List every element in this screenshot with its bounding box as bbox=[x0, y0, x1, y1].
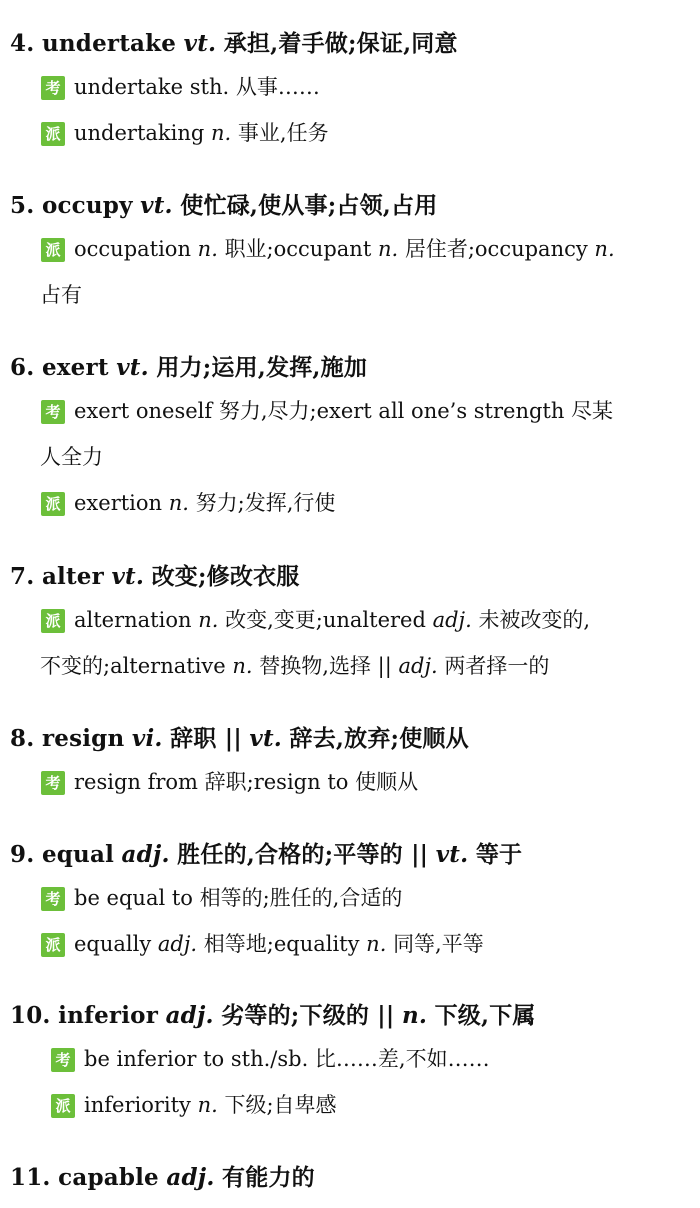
kao-usage-badge: 考 bbox=[41, 771, 65, 795]
headword: exert bbox=[41, 354, 109, 381]
derivative-text bbox=[40, 1082, 694, 1128]
derivative-line bbox=[10, 1082, 694, 1128]
derivative-pos: n. bbox=[232, 654, 253, 678]
derivative-pos: n. bbox=[168, 491, 189, 515]
entry-number: 5. bbox=[10, 192, 35, 219]
derivative-pos: adj. bbox=[157, 932, 198, 956]
pai-derivative-badge: 派 bbox=[41, 609, 65, 633]
part-of-speech: adj. bbox=[166, 1164, 215, 1191]
entry-number: 9. bbox=[10, 841, 35, 868]
part-of-speech: n. bbox=[401, 1002, 428, 1029]
usage-line bbox=[10, 64, 694, 110]
entry-occupy bbox=[10, 190, 694, 318]
pai-derivative-badge: 派 bbox=[41, 238, 65, 262]
kao-usage-badge: 考 bbox=[41, 887, 65, 911]
derivative-meaning: 未被改变的, bbox=[478, 608, 591, 632]
derivative-meaning: 居住者;occupancy bbox=[404, 237, 588, 261]
headword-line bbox=[10, 1000, 694, 1032]
usage-text: be inferior to sth./sb. 比……差,不如…… bbox=[84, 1047, 490, 1071]
headword: inferior bbox=[58, 1002, 159, 1029]
definition: 承担,着手做;保证,同意 bbox=[223, 30, 458, 57]
derivative-meaning: 事业,任务 bbox=[237, 121, 329, 145]
derivative-pos: n. bbox=[197, 237, 218, 261]
headword: capable bbox=[58, 1164, 159, 1191]
derivative-word: alternation bbox=[74, 608, 192, 632]
derivative-text bbox=[40, 597, 694, 689]
derivative-pos: n. bbox=[211, 121, 232, 145]
usage-text bbox=[40, 388, 694, 480]
derivative-pos: n. bbox=[377, 237, 399, 261]
part-of-speech: vt. bbox=[249, 725, 283, 752]
part-of-speech: vt. bbox=[435, 841, 469, 868]
headword: alter bbox=[41, 563, 104, 590]
usage-text: undertake sth. 从事…… bbox=[74, 75, 320, 99]
definition: 下级,下属 bbox=[434, 1002, 536, 1029]
derivative-text bbox=[40, 921, 694, 967]
derivative-word: undertaking bbox=[74, 121, 205, 145]
definition: 用力;运用,发挥,施加 bbox=[156, 354, 368, 381]
headword: resign bbox=[41, 725, 125, 752]
headword-line bbox=[10, 190, 694, 222]
headword-line bbox=[10, 28, 694, 60]
definition: 使忙碌,使从事;占领,占用 bbox=[180, 192, 438, 219]
definition: 辞去,放弃;使顺从 bbox=[289, 725, 469, 752]
part-of-speech: vt. bbox=[111, 563, 145, 590]
pai-derivative-badge: 派 bbox=[41, 122, 65, 146]
derivative-meaning: 职业;occupant bbox=[224, 237, 372, 261]
entry-equal bbox=[10, 839, 694, 967]
derivative-text bbox=[40, 480, 694, 526]
entry-number: 6. bbox=[10, 354, 35, 381]
derivative-meaning: 两者择一的 bbox=[444, 654, 550, 678]
entry-undertake bbox=[10, 28, 694, 156]
entry-alter bbox=[10, 561, 694, 689]
headword: undertake bbox=[41, 30, 177, 57]
entry-exert bbox=[10, 352, 694, 526]
entry-number: 10. bbox=[10, 1002, 51, 1029]
derivative-text bbox=[40, 110, 694, 156]
derivative-pos: n. bbox=[198, 608, 219, 632]
pai-derivative-badge: 派 bbox=[41, 933, 65, 957]
derivative-word: 不变的;alternative bbox=[40, 654, 226, 678]
derivative-line bbox=[10, 597, 694, 689]
definition: 辞职 || bbox=[170, 725, 242, 752]
usage-text-line: exert oneself 努力,尽力;exert all one’s strength 尽某 bbox=[74, 399, 614, 423]
entry-inferior bbox=[10, 1000, 694, 1128]
usage-line bbox=[10, 759, 694, 805]
usage-text: be equal to 相等的;胜任的,合适的 bbox=[74, 886, 403, 910]
pai-derivative-badge: 派 bbox=[41, 492, 65, 516]
derivative-word: inferiority bbox=[84, 1093, 191, 1117]
derivative-meaning: 同等,平等 bbox=[393, 932, 484, 956]
entry-number: 11. bbox=[10, 1164, 51, 1191]
entry-number: 8. bbox=[10, 725, 35, 752]
usage-line bbox=[10, 1036, 694, 1082]
derivative-meaning: 替换物,选择 || bbox=[259, 654, 392, 678]
usage-line bbox=[10, 388, 694, 480]
derivative-pos: adj. bbox=[432, 608, 472, 632]
derivative-meaning: 占有 bbox=[40, 283, 82, 307]
part-of-speech: vt. bbox=[183, 30, 217, 57]
part-of-speech: vi. bbox=[131, 725, 163, 752]
derivative-word: exertion bbox=[74, 491, 163, 515]
usage-line bbox=[10, 875, 694, 921]
headword-line bbox=[10, 561, 694, 593]
derivative-meaning: 改变,变更;unaltered bbox=[225, 608, 426, 632]
usage-text-line: 人全力 bbox=[40, 445, 103, 469]
part-of-speech: vt. bbox=[140, 192, 173, 219]
derivative-line bbox=[10, 921, 694, 967]
definition: 等于 bbox=[475, 841, 523, 868]
derivative-word: equally bbox=[74, 932, 152, 956]
entry-capable bbox=[10, 1162, 694, 1194]
derivative-text-line bbox=[40, 643, 694, 689]
headword-line bbox=[10, 723, 694, 755]
entry-number: 4. bbox=[10, 30, 35, 57]
definition: 改变;修改衣服 bbox=[151, 563, 300, 590]
usage-text: resign from 辞职;resign to 使顺从 bbox=[74, 770, 419, 794]
entry-number: 7. bbox=[10, 563, 35, 590]
derivative-line bbox=[10, 480, 694, 526]
definition: 有能力的 bbox=[222, 1164, 315, 1191]
derivative-text bbox=[40, 226, 694, 318]
kao-usage-badge: 考 bbox=[51, 1048, 75, 1072]
derivative-pos: adj. bbox=[398, 654, 438, 678]
derivative-meaning: 相等地;equality bbox=[203, 932, 360, 956]
definition: 劣等的;下级的 || bbox=[221, 1002, 395, 1029]
derivative-pos: n. bbox=[197, 1093, 218, 1117]
derivative-word: occupation bbox=[74, 237, 191, 261]
entry-resign bbox=[10, 723, 694, 805]
derivative-pos: n. bbox=[366, 932, 387, 956]
headword-line bbox=[10, 839, 694, 871]
derivative-meaning: 下级;自卑感 bbox=[224, 1093, 337, 1117]
definition: 胜任的,合格的;平等的 || bbox=[177, 841, 429, 868]
kao-usage-badge: 考 bbox=[41, 76, 65, 100]
headword-line bbox=[10, 352, 694, 384]
headword: occupy bbox=[41, 192, 133, 219]
derivative-line bbox=[10, 226, 694, 318]
headword: equal bbox=[41, 841, 115, 868]
part-of-speech: vt. bbox=[116, 354, 149, 381]
derivative-meaning: 努力;发挥,行使 bbox=[195, 491, 336, 515]
headword-line bbox=[10, 1162, 694, 1194]
pai-derivative-badge: 派 bbox=[51, 1094, 75, 1118]
kao-usage-badge: 考 bbox=[41, 400, 65, 424]
part-of-speech: adj. bbox=[165, 1002, 214, 1029]
derivative-line bbox=[10, 110, 694, 156]
derivative-pos: n. bbox=[594, 237, 615, 261]
part-of-speech: adj. bbox=[121, 841, 170, 868]
